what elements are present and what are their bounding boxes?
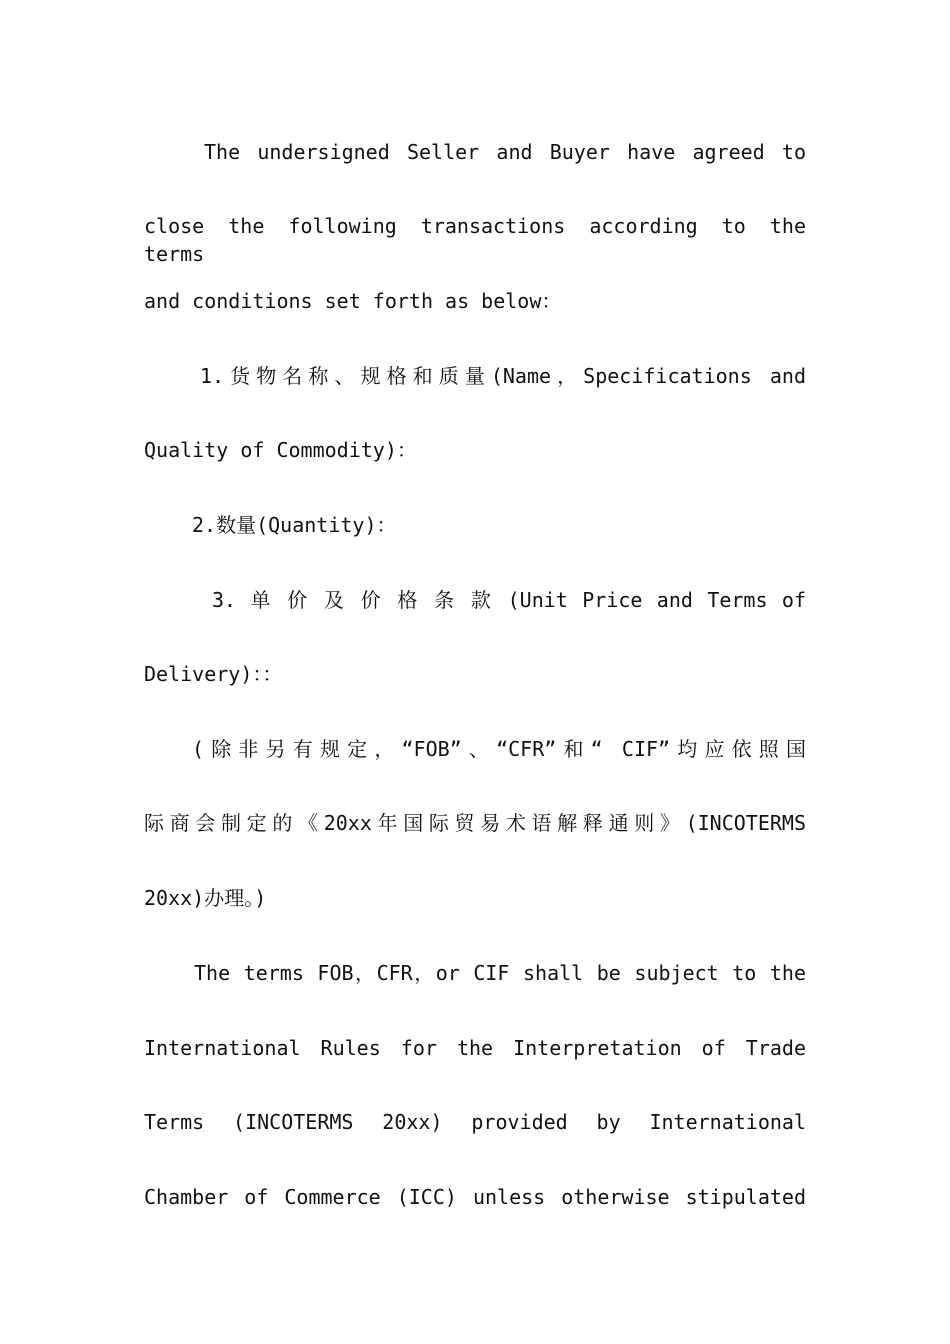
text-line: (除非另有规定，“FOB”、“CFR”和“ CIF”均应依照国: [192, 737, 806, 761]
text-line: close the following transactions according to the terms: [144, 214, 806, 266]
text-line: and conditions set forth as below：: [144, 289, 562, 313]
text-line: 2.数量(Quantity)：: [192, 513, 397, 537]
text-line: 际商会制定的《20xx年国际贸易术语解释通则》(INCOTERMS: [144, 811, 806, 835]
text-line: Terms (INCOTERMS 20xx) provided by International: [144, 1110, 806, 1134]
text-line: 20xx)办理。): [144, 886, 267, 910]
text-line: International Rules for the Interpretation of Trade: [144, 1036, 806, 1060]
text-line: The terms FOB，CFR，or CIF shall be subject to the: [194, 961, 806, 985]
text-line: 1.货物名称、规格和质量(Name，Specifications and: [200, 364, 806, 388]
text-line: Chamber of Commerce (ICC) unless otherwise stipulated: [144, 1185, 806, 1209]
text-line: 3. 单 价 及 价 格 条 款 (Unit Price and Terms of: [212, 588, 806, 612]
text-line: The undersigned Seller and Buyer have agreed to: [204, 140, 806, 164]
text-line: Delivery)：：: [144, 662, 283, 686]
text-line: Quality of Commodity)：: [144, 438, 417, 462]
